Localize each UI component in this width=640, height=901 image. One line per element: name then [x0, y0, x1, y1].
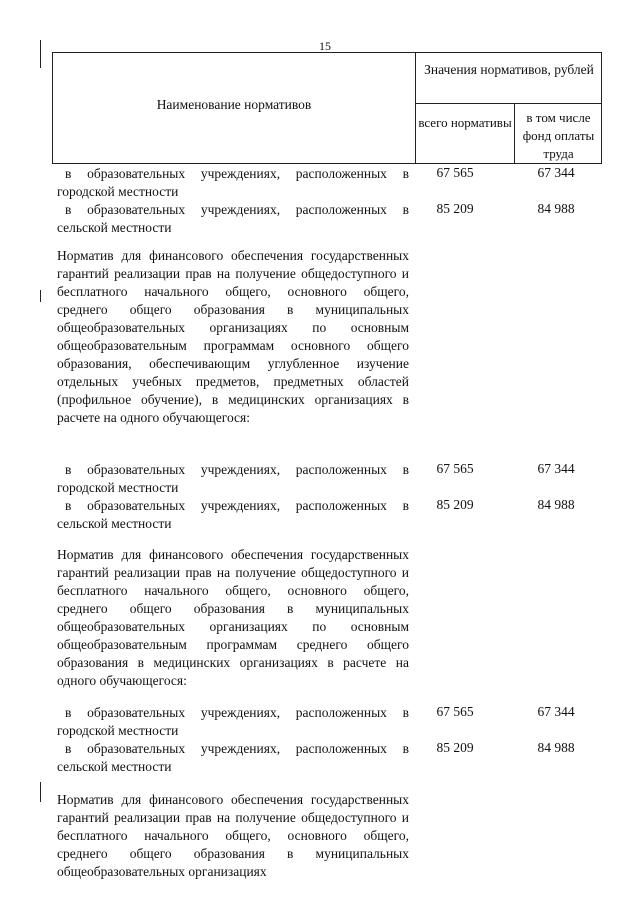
table-header [52, 52, 602, 164]
margin-mark [40, 782, 41, 802]
header-values-col: Значения нормативов, рублей [424, 62, 594, 77]
section-title: Норматив для финансового обеспечения государственных гарантий реализации прав на получение общедоступного и бесплатного начального общего, основного общего, среднего общего образования в муниципальных общеобразовательных организациях по основным общеобразовательным программам основного общего образования, обеспечивающим углубленное изучение отдельных учебных предметов, предметных областей (профильное обучение), в медицинских организациях в расчете на одного обучающегося: [57, 248, 409, 425]
section-title: Норматив для финансового обеспечения государственных гарантий реализации прав на получение общедоступного и бесплатного начального общего, основного общего, среднего общего образования в муниципальных общеобразовательных организациях по основным общеобразовательным программам среднего общего образования в медицинских организациях в расчете на одного обучающегося: [57, 547, 409, 688]
row-label: в образовательных учреждениях, расположенных в городской местности [57, 705, 409, 738]
row-total: 85 209 [436, 201, 474, 216]
row-total: 67 565 [436, 165, 474, 180]
row-wage: 67 344 [537, 461, 575, 476]
row-label: в образовательных учреждениях, расположенных в городской местности [57, 166, 409, 199]
row-wage: 67 344 [537, 704, 575, 719]
row-total: 85 209 [436, 497, 474, 512]
row-label: в образовательных учреждениях, расположенных в сельской местности [57, 498, 409, 531]
margin-mark [40, 290, 41, 302]
row-total: 67 565 [436, 704, 474, 719]
row-label: в образовательных учреждениях, расположенных в сельской местности [57, 202, 409, 235]
row-wage: 84 988 [537, 201, 575, 216]
row-wage: 84 988 [537, 740, 575, 755]
header-wage-col: в том числе фонд оплаты труда [522, 110, 595, 161]
row-total: 85 209 [436, 740, 474, 755]
header-total-col: всего нормативы [418, 115, 512, 130]
margin-mark [40, 40, 41, 68]
page-number: 15 [319, 39, 331, 53]
row-wage: 84 988 [537, 497, 575, 512]
header-name-col: Наименование нормативов [156, 97, 312, 112]
section-title: Норматив для финансового обеспечения государственных гарантий реализации прав на получение общедоступного и бесплатного начального общего, основного общего, среднего общего образования в муниципальных общеобразовательных организациях [57, 792, 409, 879]
row-total: 67 565 [436, 461, 474, 476]
row-wage: 67 344 [537, 165, 575, 180]
row-label: в образовательных учреждениях, расположенных в городской местности [57, 462, 409, 495]
row-label: в образовательных учреждениях, расположенных в сельской местности [57, 741, 409, 774]
